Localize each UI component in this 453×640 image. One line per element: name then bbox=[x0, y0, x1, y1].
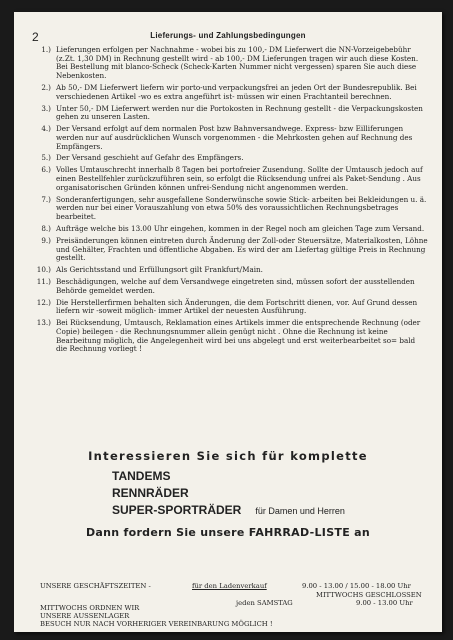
bicycle-promo bbox=[14, 449, 442, 539]
terms-item bbox=[28, 154, 428, 163]
promo-product-list bbox=[112, 468, 442, 520]
item-text: Aufträge welche bis 13.00 Uhr eingehen, kommen in der Regel noch am gleichen Tage zum Versand. bbox=[56, 223, 425, 233]
terms-item bbox=[28, 237, 428, 263]
footer-line: UNSERE AUSSENLAGER bbox=[40, 612, 130, 620]
terms-list bbox=[28, 46, 428, 357]
item-text: Volles Umtauschrecht innerhalb 8 Tagen bei portofreier Zusendung. Sollte der Umtausch jedoch auf einen Bestellfehler zurückzuführen sein, so erfolgt die Rücksendung unfrei als Paket-Sendung . Aus organisatorischen Gründen können unfrei-Sendung nicht angenommen werden. bbox=[56, 165, 423, 192]
item-number: 4.) bbox=[41, 124, 51, 134]
terms-item bbox=[28, 84, 428, 101]
page-number: 2 bbox=[32, 30, 39, 44]
promo-item-tandems: TANDEMS bbox=[112, 469, 171, 483]
item-text: Bei Rücksendung, Umtausch, Reklamation eines Artikels immer die entsprechende Rechnung (oder Copie) beilegen - die Rechnungsnummer allein genügt nicht . Ohne die Rechnung ist keine Bearbeitung möglich, die Angelegenheit wird bei uns abgelegt und erst weiterbearbeitet so= bald die Rechnung vorliegt ! bbox=[56, 318, 421, 354]
item-text: Preisänderungen können eintreten durch Änderung der Zoll-oder Steuersätze, Materialkosten, Löhne und Gehälter, Frachten und öffentliche Abgaben. Es wird der am Liefertag gültige Preis in Rechnung gestellt. bbox=[56, 235, 428, 263]
footer-notice bbox=[40, 604, 273, 628]
document-page bbox=[14, 12, 442, 632]
promo-item-super-sportraeder bbox=[112, 502, 442, 520]
item-text: Ab 50,- DM Lieferwert liefern wir porto-und verpackungsfrei an jeden Ort der Bundesrepublik. Bei verschiedenen Artikel -wo es extra angeführt ist- müssen wir einen Frachtanteil berechnen. bbox=[56, 83, 417, 101]
terms-item bbox=[28, 319, 428, 354]
promo-call-to-action: Dann fordern Sie unsere FAHRRAD-LISTE an bbox=[85, 526, 371, 539]
item-number: 11.) bbox=[36, 277, 51, 287]
terms-item bbox=[28, 105, 428, 122]
wednesday-closed: MITTWOCHS GESCHLOSSEN bbox=[316, 590, 422, 599]
saturday-times: 9.00 - 13.00 Uhr bbox=[356, 599, 413, 607]
item-text: Die Herstellerfirmen behalten sich Änderungen, die dem Fortschritt dienen, vor. Auf Grund dessen liefern wir -soweit möglich- immer Artikel der neuesten Ausführung. bbox=[56, 297, 418, 316]
item-text: Lieferungen erfolgen per Nachnahme - wobei bis zu 100,- DM Lieferwert die NN-Vorzeigebebühr (z.Zt. 1,30 DM) in Rechnung gestellt wird - ab 100,- DM Lieferungen tragen wir auch diese Kosten. Bei Bestellung mit blanco-Scheck (Scheck-Karten Nummer nicht vergessen) sparen Sie auch diese Nebenkosten. bbox=[56, 45, 419, 81]
item-text: Beschädigungen, welche auf dem Versandwege eingetreten sind, müssen sofort der ausstellenden Behörde gemeldet werden. bbox=[56, 277, 415, 295]
terms-item bbox=[28, 166, 428, 192]
document-title: Lieferungs- und Zahlungsbedingungen bbox=[150, 31, 306, 40]
footer-line: BESUCH NUR NACH VORHERIGER VEREINBARUNG MÖGLICH ! bbox=[40, 620, 273, 628]
item-number: 7.) bbox=[41, 194, 51, 204]
item-number: 2.) bbox=[41, 83, 51, 92]
terms-item bbox=[28, 225, 428, 234]
item-text: Der Versand erfolgt auf dem normalen Post bzw Bahnversandwege. Express- bzw Eilliferungen werden nur auf ausdrücklichen Wunsch vorgenommen - die Mehrkosten gehen auf Rechnung des Empfängers. bbox=[56, 124, 413, 151]
sales-label: für den Ladenverkauf bbox=[192, 582, 267, 590]
item-number: 13.) bbox=[36, 318, 51, 328]
item-number: 12.) bbox=[36, 297, 51, 307]
hours-label: UNSERE GESCHÄFTSZEITEN - bbox=[40, 582, 151, 590]
terms-item bbox=[28, 266, 428, 275]
item-number: 9.) bbox=[41, 235, 51, 245]
terms-item bbox=[28, 125, 428, 151]
item-text: Unter 50,- DM Lieferwert werden nur die Portokosten in Rechnung gestellt - die Verpackungskosten gehen zu unseren Lasten. bbox=[56, 103, 423, 122]
promo-item-label: SUPER-SPORTRÄDER bbox=[112, 503, 242, 517]
item-text: Sonderanfertigungen, sehr ausgefallene Sonderwünsche sowie Stick- arbeiten bei Bekleidungen u. ä. werden nur bei einer Vorauszahlung von etwa 50% des voraussichtlichen Rechnungsbetrages bearbeitet. bbox=[56, 194, 427, 222]
footer-line: MITTWOCHS ORDNEN WIR bbox=[40, 604, 140, 612]
item-text: Als Gerichtsstand und Erfüllungsort gilt Frankfurt/Main. bbox=[56, 265, 263, 275]
item-text: Der Versand geschieht auf Gefahr des Empfängers. bbox=[56, 153, 244, 163]
item-number: 5.) bbox=[41, 153, 51, 163]
terms-item bbox=[28, 46, 428, 81]
promo-list-suffix: für Damen und Herren bbox=[255, 506, 345, 516]
item-number: 8.) bbox=[41, 223, 51, 233]
item-number: 10.) bbox=[36, 265, 51, 275]
weekday-times: 9.00 - 13.00 / 15.00 - 18.00 Uhr bbox=[302, 582, 411, 590]
item-number: 3.) bbox=[41, 103, 51, 113]
promo-item-rennraeder: RENNRÄDER bbox=[112, 486, 189, 500]
terms-item bbox=[28, 299, 428, 316]
terms-item bbox=[28, 196, 428, 222]
saturday-label: jeden SAMSTAG bbox=[236, 599, 293, 607]
item-number: 1.) bbox=[41, 45, 51, 54]
terms-item bbox=[28, 278, 428, 295]
promo-heading: Interessieren Sie sich für komplette bbox=[88, 449, 368, 463]
item-number: 6.) bbox=[41, 165, 51, 175]
